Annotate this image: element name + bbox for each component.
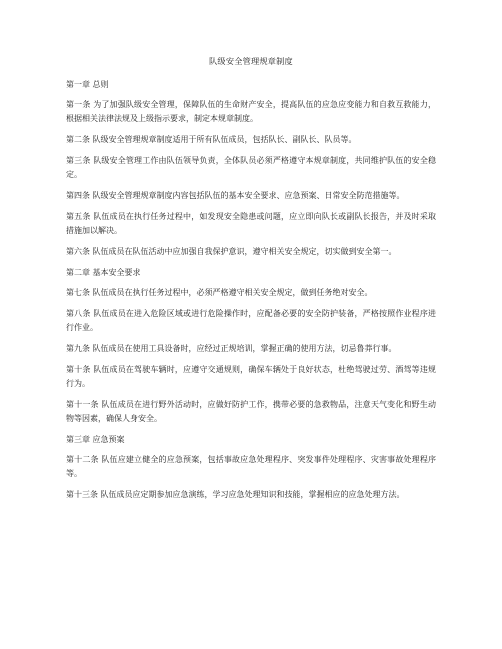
document-title: 队级安全管理规章制度 [209, 56, 293, 66]
article-paragraph: 第八条 队伍成员在进入危险区域或进行危险操作时，应配备必要的安全防护装备，严格按照作业程序进行作业。 [66, 309, 436, 332]
article-paragraph: 第一条 为了加强队级安全管理，保障队伍的生命财产安全，提高队伍的应急应变能力和自救互救能力，根据相关法律法规及上级指示要求，制定本规章制度。 [66, 100, 436, 123]
chapter-heading: 第一章 总则 [66, 80, 109, 89]
article-paragraph: 第十条 队伍成员在驾驶车辆时，应遵守交通规则，确保车辆处于良好状态，杜绝驾驶过劳、酒驾等违规行为。 [66, 365, 436, 388]
article-paragraph: 第四条 队级安全管理规章制度内容包括队伍的基本安全要求、应急预案、日常安全防范措施等。 [66, 191, 405, 200]
article-paragraph: 第六条 队伍成员在队伍活动中应加强自我保护意识，遵守相关安全规定，切实做到安全第一。 [66, 247, 397, 256]
article-paragraph: 第二条 队级安全管理规章制度适用于所有队伍成员，包括队长、副队长、队员等。 [66, 135, 357, 144]
article-paragraph: 第九条 队伍成员在使用工具设备时，应经过正规培训，掌握正确的使用方法，切忌鲁莽行事。 [66, 344, 397, 353]
article-paragraph: 第七条 队伍成员在执行任务过程中，必须严格遵守相关安全规定，做到任务绝对安全。 [66, 288, 373, 297]
article-paragraph: 第三条 队级安全管理工作由队伍领导负责，全体队员必须严格遵守本规章制度，共同维护队伍的安全稳定。 [66, 156, 436, 179]
chapter-heading: 第二章 基本安全要求 [66, 268, 141, 277]
article-paragraph: 第十二条 队伍应建立健全的应急预案，包括事故应急处理程序、突发事件处理程序、灾害事故处理程序等。 [66, 455, 436, 478]
chapter-heading: 第三章 应急预案 [66, 435, 125, 444]
article-paragraph: 第五条 队伍成员在执行任务过程中，如发现安全隐患或问题，应立即向队长或副队长报告，并及时采取措施加以解决。 [66, 212, 436, 235]
article-paragraph: 第十一条 队伍成员在进行野外活动时，应做好防护工作，携带必要的急救物品，注意天气变化和野生动物等因素，确保人身安全。 [66, 400, 436, 423]
document-body [66, 78, 436, 509]
article-paragraph: 第十三条 队伍成员应定期参加应急演练，学习应急处理知识和技能，掌握相应的应急处理方法。 [66, 490, 405, 499]
